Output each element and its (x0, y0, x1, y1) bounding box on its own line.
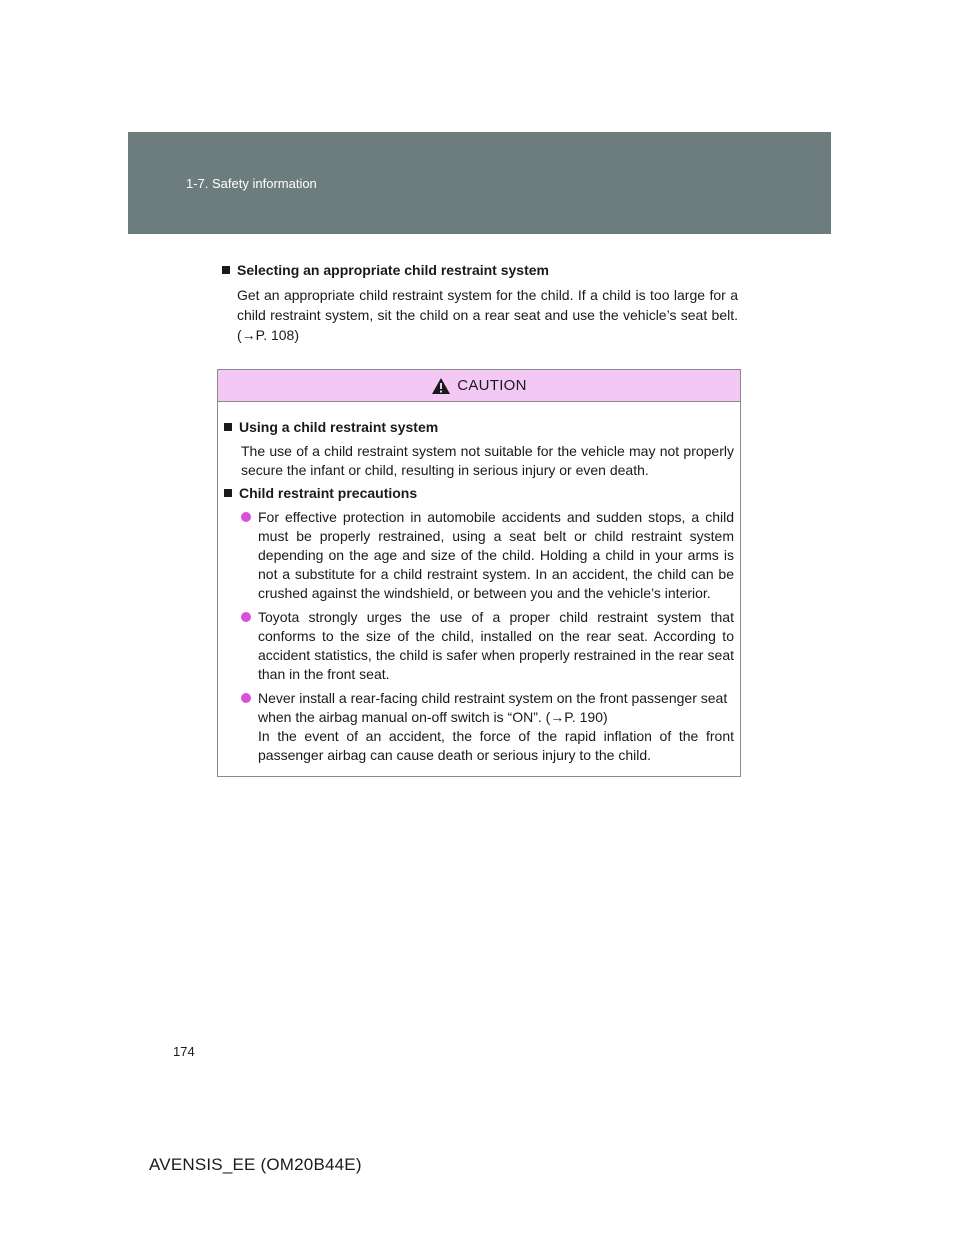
circle-bullet-icon (241, 693, 251, 703)
intro-heading (222, 260, 738, 280)
document-code: AVENSIS_EE (OM20B44E) (149, 1155, 362, 1174)
caution-bullet-text: Toyota strongly urges the use of a proper child restraint system that conforms to the size of the child, installed on the rear seat. According to accident statistics, the child is safer when properly restrained in the rear seat than in the front seat. (258, 609, 734, 682)
page-number: 174 (173, 1044, 195, 1059)
circle-bullet-icon (241, 612, 251, 622)
square-bullet-icon (224, 489, 232, 497)
section-header-bar (128, 132, 831, 234)
caution-bullet-item (241, 608, 734, 684)
caution-section-heading-text: Using a child restraint system (239, 419, 439, 435)
intro-block (222, 260, 738, 345)
caution-body (218, 402, 740, 765)
caution-bullet-text (258, 689, 734, 765)
caution-bullet-line: Never install a rear-facing child restraint system on the front passenger seat when the airbag manual on-off switch is “ON”. (→P. 190) (258, 690, 728, 725)
square-bullet-icon (222, 266, 230, 274)
caution-header (218, 370, 740, 402)
circle-bullet-icon (241, 512, 251, 522)
caution-bullet-item (241, 689, 734, 765)
section-title: 1-7. Safety information (186, 176, 317, 191)
caution-section-heading-text: Child restraint precautions (239, 485, 418, 501)
caution-title: CAUTION (457, 377, 527, 394)
intro-heading-text: Selecting an appropriate child restraint system (237, 262, 549, 278)
caution-bullet-line: In the event of an accident, the force of the rapid inflation of the front passenger airbag can cause death or serious injury to the child. (258, 728, 734, 763)
caution-section-heading (224, 484, 734, 503)
caution-section-heading (224, 418, 734, 437)
warning-triangle-icon (431, 377, 451, 395)
caution-box (217, 369, 741, 777)
square-bullet-icon (224, 423, 232, 431)
caution-bullet-text: For effective protection in automobile accidents and sudden stops, a child must be properly restrained, using a seat belt or child restraint system depending on the age and size of the child. Holding a child in your arms is not a substitute for a child restraint system. In an accident, the child can be crushed against the windshield, or between you and the vehicle’s interior. (258, 509, 734, 601)
intro-paragraph: Get an appropriate child restraint system for the child. If a child is too large for a child restraint system, sit the child on a rear seat and use the vehicle’s seat belt. (→P. 108) (237, 287, 738, 343)
caution-bullet-item (241, 508, 734, 603)
caution-paragraph: The use of a child restraint system not suitable for the vehicle may not properly secure the infant or child, resulting in serious injury or even death. (241, 443, 734, 478)
